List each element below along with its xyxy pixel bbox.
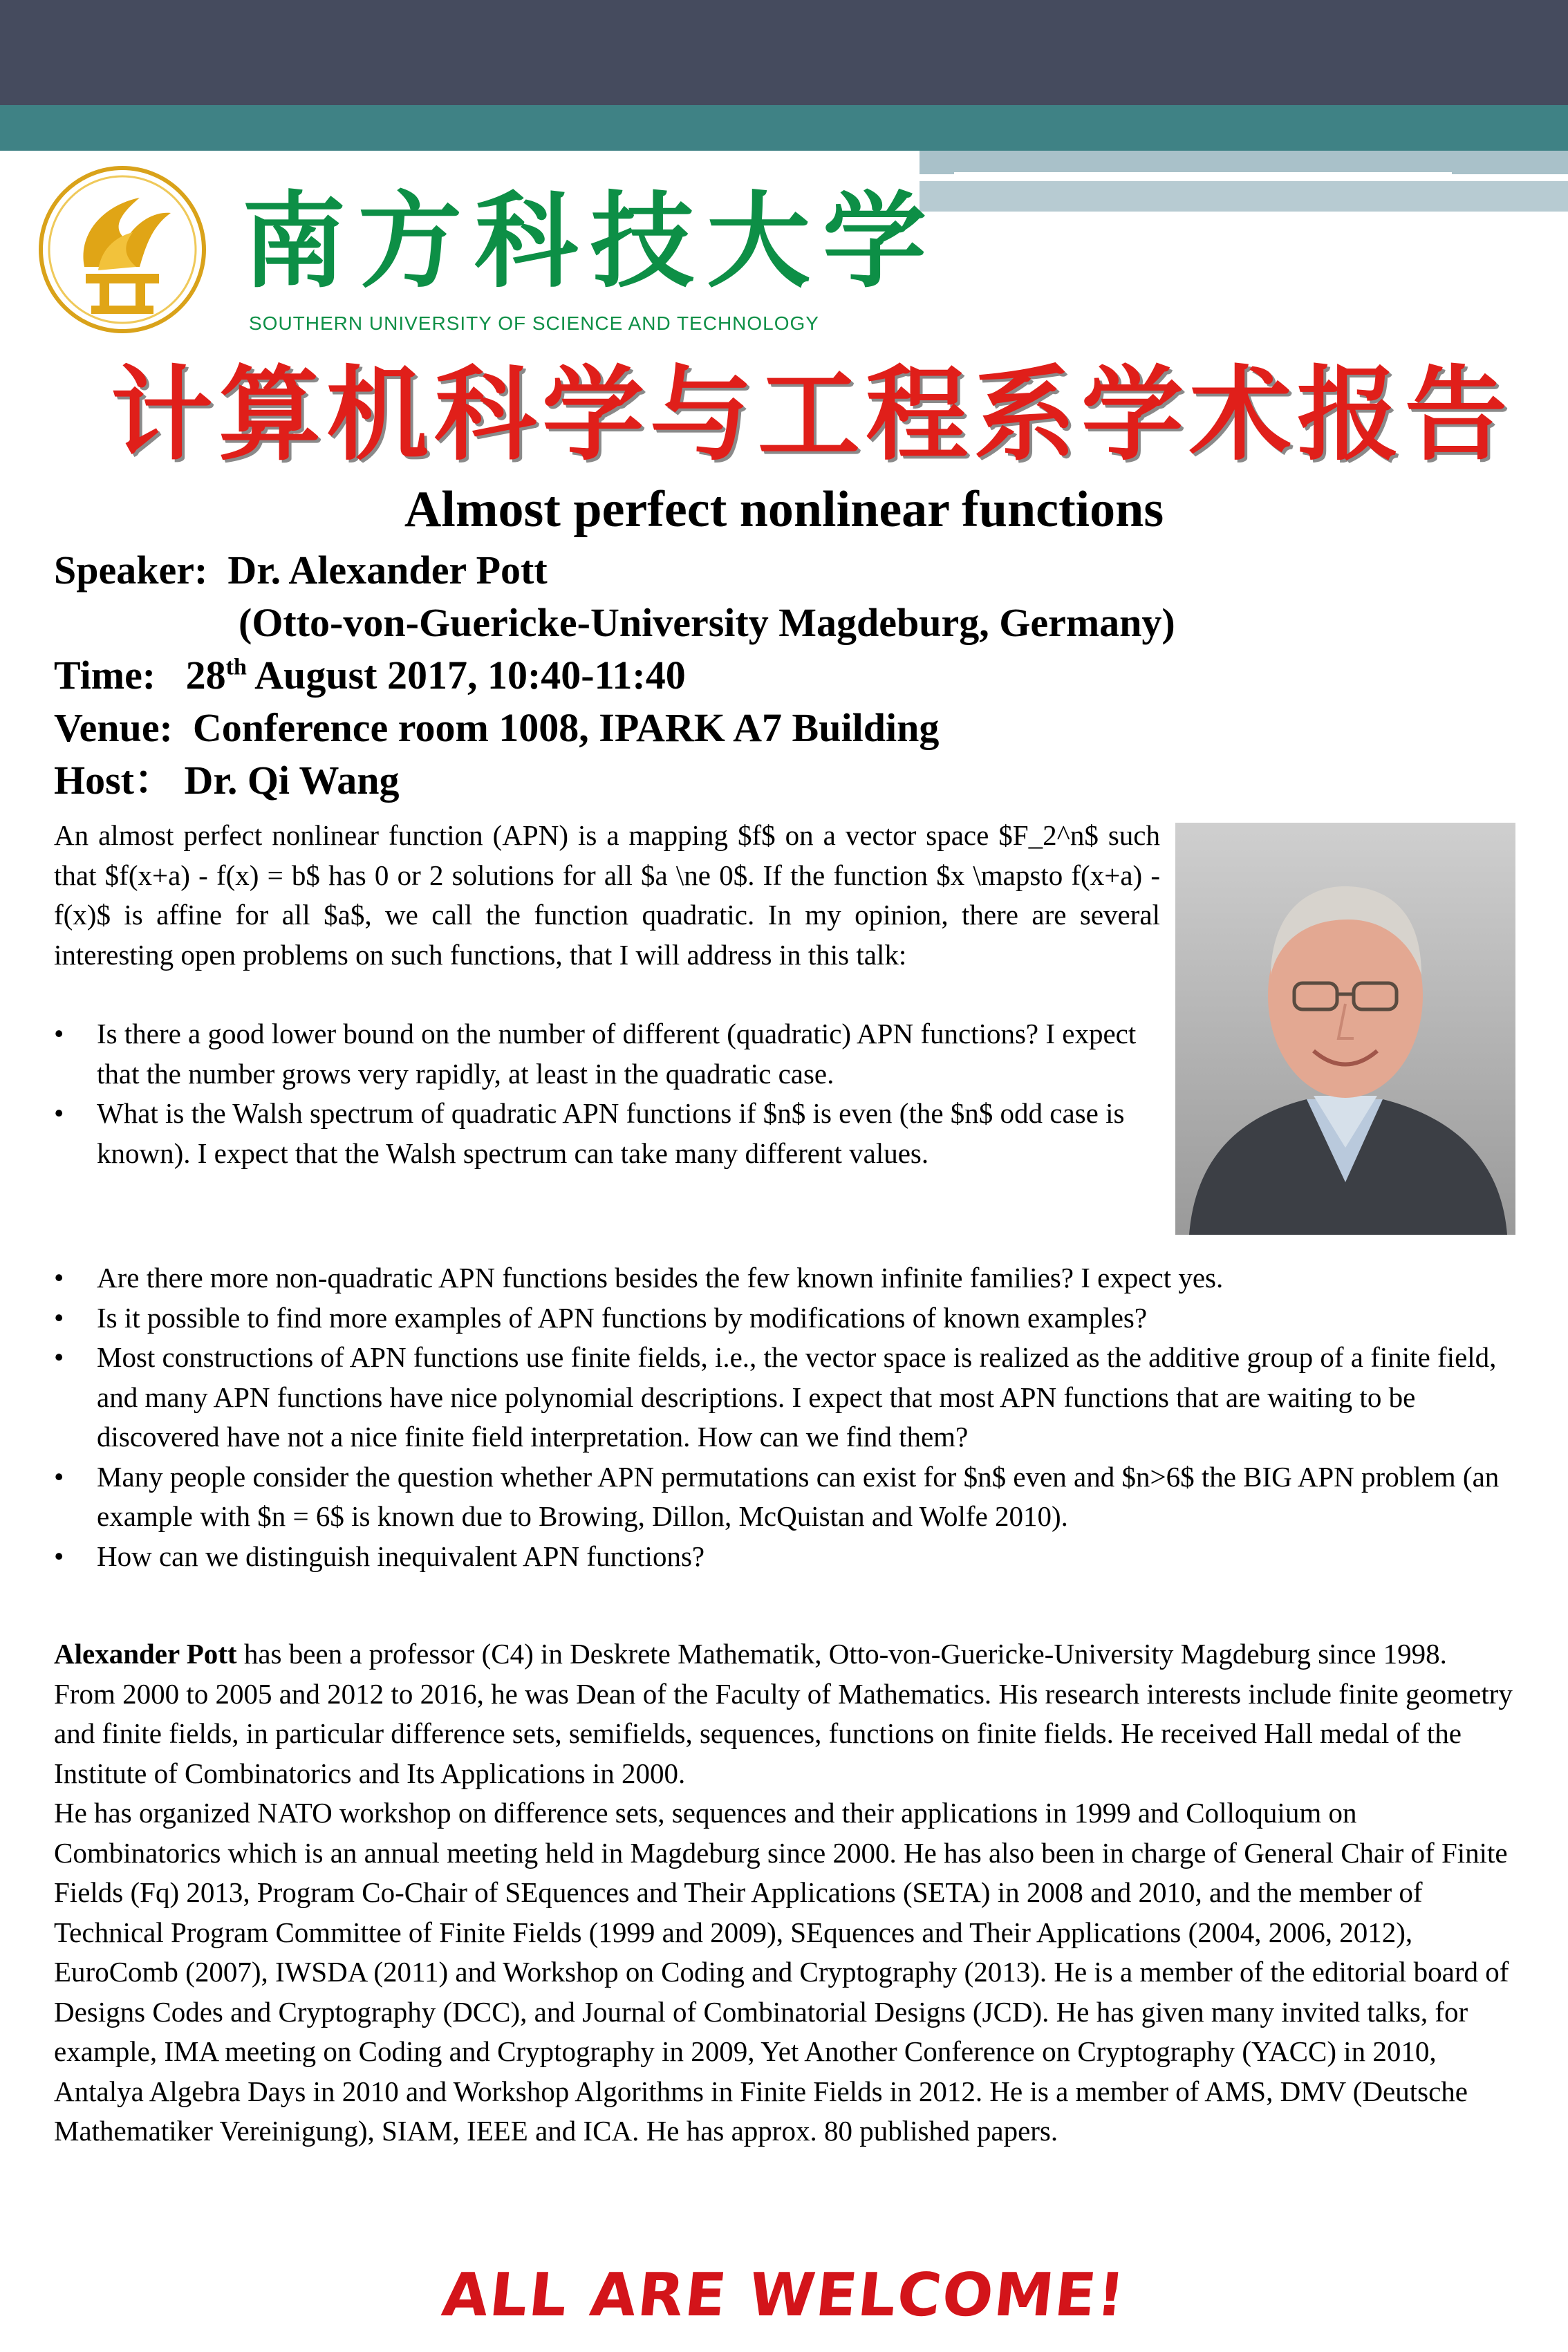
header-band-light-lower (920, 181, 1568, 212)
header-band-stripe (954, 172, 1452, 180)
list-item: • How can we distinguish inequivalent APN functions? (54, 1537, 1520, 1577)
time-day: 28 (185, 653, 226, 698)
abstract-bullets-wide (54, 1258, 1520, 1576)
header-band-teal (0, 105, 1568, 151)
speaker-photo (1175, 823, 1515, 1235)
list-item: • Most constructions of APN functions use finite fields, i.e., the vector space is realized as the additive group of a finite field, and many APN functions have nice polynomial descriptions. I expect that most APN functions that are waiting to be discovered have not a nice finite field interpretation. How can we find them? (54, 1338, 1520, 1457)
venue-value: Conference room 1008, IPARK A7 Building (192, 705, 940, 750)
bullet-icon: • (54, 1341, 64, 1373)
list-item: • Are there more non-quadratic APN functions besides the few known infinite families? I expect yes. (54, 1258, 1520, 1298)
bullet-icon: • (54, 1301, 64, 1334)
list-item: • Many people consider the question whether APN permutations can exist for $n$ even and $n>6$ the BIG APN problem (an example with $n = 6$ is known due to Browing, Dillon, McQuistan and Wolfe 2010). (54, 1457, 1520, 1537)
speaker-label: Speaker: (54, 548, 208, 592)
bullet-icon: • (54, 1540, 64, 1572)
university-name-english: SOUTHERN UNIVERSITY OF SCIENCE AND TECHNOLOGY (249, 312, 819, 334)
header-band-dark (0, 0, 1568, 105)
university-logo-icon (36, 163, 209, 336)
bullet-icon: • (54, 1097, 64, 1129)
header-band-light (920, 151, 1568, 174)
abstract-bullets-narrow (54, 1014, 1153, 1173)
host-line (54, 756, 400, 805)
speaker-name: Dr. Alexander Pott (227, 548, 548, 592)
speaker-affiliation: (Otto-von-Guericke-University Magdeburg, Germany) (239, 600, 1175, 645)
bullet-icon: • (54, 1460, 64, 1493)
time-value: August 2017, 10:40-11:40 (254, 653, 686, 698)
university-name-chinese: 南方科技大学 (242, 180, 940, 302)
department-title: 计算机科学与工程系学术报告 (111, 355, 1513, 474)
bio-paragraph: He has organized NATO workshop on difference sets, sequences and their applications in 1999 and Colloquium on Combinatorics which is an annual meeting held in Magdeburg since 2000. He has also been in charge of General Chair of Finite Fields (Fq) 2013, Program Co-Chair of SEquences and Their Applications (SETA) in 2008 and 2010, and the member of Technical Program Committee of Finite Fields (1999 and 2009), SEquences and Their Applications (2004, 2006, 2012), EuroComb (2007), IWSDA (2011) and Workshop on Coding and Cryptography (2013). He is a member of the editorial board of Designs Codes and Cryptography (DCC), and Journal of Combinatorial Designs (JCD). He has given many invited talks, for example, IMA meeting on Coding and Cryptography in 2009, Yet Another Conference on Cryptography (YACC) in 2010, Antalya Algebra Days in 2010 and Workshop Algorithms in Finite Fields in 2012. He is a member of AMS, DMV (Deutsche Mathematiker Vereinigung), SIAM, IEEE and ICA. He has approx. 80 published papers. (54, 1797, 1509, 2147)
venue-line (54, 704, 939, 752)
list-item: • What is the Walsh spectrum of quadratic APN functions if $n$ is even (the $n$ odd case is known). I expect that the Walsh spectrum can take many different values. (54, 1094, 1153, 1173)
time-label: Time: (54, 653, 156, 698)
host-name: Dr. Qi Wang (184, 758, 400, 803)
list-item: • Is there a good lower bound on the number of different (quadratic) APN functions? I expect that the number grows very rapidly, at least in the quadratic case. (54, 1014, 1153, 1094)
list-item: • Is it possible to find more examples of APN functions by modifications of known examples? (54, 1298, 1520, 1338)
speaker-bio (54, 1634, 1513, 2152)
bio-name: Alexander Pott (54, 1638, 237, 1670)
welcome-banner: ALL ARE WELCOME! (438, 2261, 1130, 2330)
host-label: Host： (54, 758, 175, 803)
bullet-icon: • (54, 1262, 64, 1294)
bio-paragraph: Alexander Pott has been a professor (C4) in Deskrete Mathematik, Otto-von-Guericke-University Magdeburg since 1998. From 2000 to 2005 and 2012 to 2016, he was Dean of the Faculty of Mathematics. His research interests include finite geometry and finite fields, in particular difference sets, semifields, sequences, functions on finite fields. He received Hall medal of the Institute of Combinatorics and Its Applications in 2000. (54, 1638, 1513, 1789)
time-line (54, 651, 686, 700)
venue-label: Venue: (54, 705, 173, 750)
time-day-suffix: th (225, 654, 247, 680)
talk-title: Almost perfect nonlinear functions (404, 481, 1164, 538)
speaker-line (54, 546, 548, 595)
bullet-icon: • (54, 1018, 64, 1049)
abstract-intro: An almost perfect nonlinear function (APN) is a mapping $f$ on a vector space $F_2^n$ such that $f(x+a) - f(x) = b$ has 0 or 2 solutions for all $a \ne 0$. If the function $x \mapsto f(x+a) - f(x)$ is affine for all $a$, we call the function quadratic. In my opinion, there are several interesting open problems on such functions, that I will address in this talk: (54, 819, 1160, 971)
